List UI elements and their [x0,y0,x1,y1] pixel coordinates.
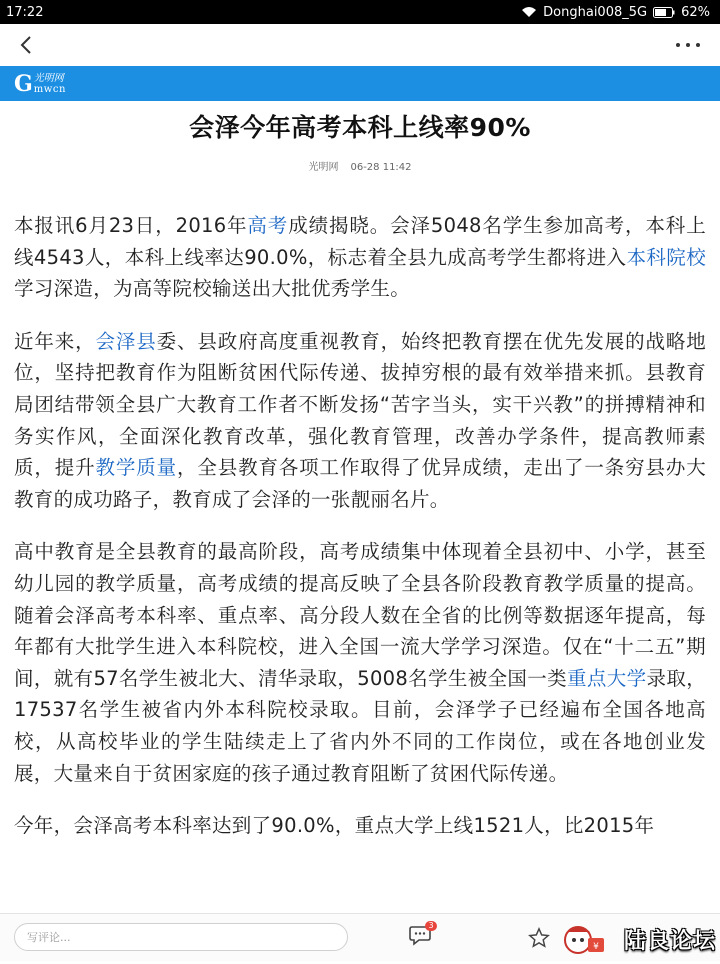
keyword-link-key-university[interactable]: 重点大学 [567,666,647,690]
battery-percent: 62% [681,4,710,20]
keyword-link-undergraduate-colleges[interactable]: 本科院校 [626,245,706,269]
paragraph-3 [14,536,706,789]
nav-bar [0,24,720,66]
back-button[interactable] [10,29,42,61]
comment-count-badge: 3 [425,921,437,931]
comments-button[interactable] [408,923,438,951]
wifi-icon [521,6,537,18]
paragraph-4 [14,810,706,842]
forum-watermark: 陆良论坛 [624,929,717,954]
more-options-button[interactable] [668,29,708,61]
share-button[interactable] [560,924,612,960]
logo-chinese: 光明网 [33,72,64,84]
keyword-link-teaching-quality[interactable]: 教学质量 [95,456,177,480]
article-date: 06-28 11:42 [350,162,412,173]
gmw-logo [14,70,66,97]
more-dot-icon [676,43,680,47]
paragraph-text: 录取，17537名学生被省内外本科院校录取。目前，会泽学子已经遍布全国各地高校，从高校毕业的学生陆续走上了省内外不同的工作岗位，或在各地创业发展，大量来自于贫困家庭的孩子通过教育阻断了贫困代际传递。 [14,666,706,785]
paragraph-text: 成绩揭晓。会泽5048名学生参加高考，本科上线4543人，本科上线率达90.0%，标志着全县九成高考学生都将进入 [14,214,706,269]
battery-icon [653,7,675,18]
paragraph-text: 本报讯6月23日，2016年 [14,214,248,237]
keyword-link-gaokao[interactable]: 高考 [247,214,289,237]
keyword-link-huize-county[interactable]: 会泽县 [95,329,157,353]
paragraph-text: 近年来， [14,329,96,353]
article-body [14,210,706,863]
paragraph-text: 学习深造，为高等院校输送出大批优秀学生。 [14,277,411,301]
paragraph-text: 委、县政府高度重视教育，始终把教育摆在优先发展的战略地位，坚持把教育作为阻断贫困代际传递、拔掉穷根的最有效举措来抓。县教育局团结带领全县广大教育工作者不断发扬“苦字当头，实干兴教”的拼搏精神和务实作风，全面深化教育改革，强化教育管理，改善办学条件，提高教师素质，提升 [14,329,706,480]
paragraph-text: 今年，会泽高考本科率达到了90.0%，重点大学上线1521人，比2015年 [14,814,655,838]
more-dot-icon [696,43,700,47]
article-meta [0,158,720,173]
paragraph-text: ，全县教育各项工作取得了优异成绩，走出了一条穷县办大教育的成功路子，教育成了会泽的一张靓丽名片。 [14,456,706,511]
network-name: Donghai008_5G [543,4,648,20]
brand-banner [0,66,720,101]
comment-input[interactable]: 写评论... [14,923,348,951]
article-title: 会泽今年高考本科上线率90% [189,113,531,142]
status-time: 17:22 [6,4,44,20]
logo-letter: G [14,70,33,97]
svg-text:¥: ¥ [593,942,599,952]
mascot-share-icon [560,924,612,960]
status-right [521,5,710,20]
favorite-button[interactable] [528,927,550,953]
paragraph-2 [14,326,706,516]
star-icon [528,927,550,949]
chevron-left-icon [19,35,33,55]
logo-english: mwcn [33,83,66,95]
bottom-bar [0,913,720,961]
status-bar [0,0,720,24]
more-dot-icon [686,43,690,47]
article-source[interactable]: 光明网 [308,162,339,173]
paragraph-text: 高中教育是全县教育的最高阶段，高考成绩集中体现着全县初中、小学，甚至幼儿园的教学质量，高考成绩的提高反映了全县各阶段教育教学质量的提高。随着会泽高考本科率、重点率、高分段人数在全省的比例等数据逐年提高，每年都有大批学生进入本科院校，进入全国一流大学学习深造。仅在“十二五”期间，就有57名学生被北大、清华录取，5008名学生被全国一类 [14,540,706,690]
paragraph-1 [14,210,706,305]
